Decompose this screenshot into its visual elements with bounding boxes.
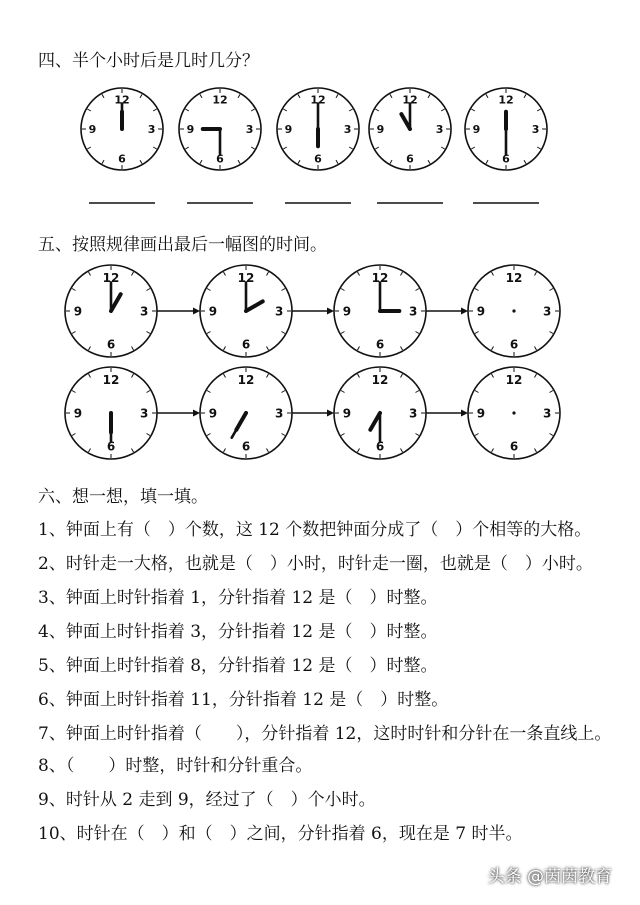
s5-row1-arrowhead-3 xyxy=(461,308,468,315)
s5-row1-clock-1-numeral-9: 9 xyxy=(73,304,83,319)
s5-row1-clock-2-tick xyxy=(282,289,285,291)
s5-row2-clock-2-tick xyxy=(267,374,269,377)
s4-clock-4-numeral-9: 9 xyxy=(376,122,385,136)
s5-row2-clock-2-tick xyxy=(267,449,269,452)
s5-row1-clock-4-numeral-3: 3 xyxy=(542,304,552,319)
s4-clock-2-tick xyxy=(251,109,254,111)
s5-row2-clock-4-tick xyxy=(535,374,537,377)
s5-row2-clock-4-tick xyxy=(475,391,478,393)
s4-clock-5-tick xyxy=(486,160,488,163)
s5-row2-clock-1-tick xyxy=(72,391,75,393)
s5-row2-clock-2-numeral-6: 6 xyxy=(241,439,251,454)
s5-row1-clock-4-center xyxy=(512,309,515,312)
question-4: 4、钟面上时针指着 3，分针指着 12 是（ ）时整。 xyxy=(38,622,438,642)
s5-row2-clock-3-tick xyxy=(358,374,360,377)
s5-row2-clock-2-numeral-9: 9 xyxy=(208,406,218,421)
s4-clock-5-tick xyxy=(537,147,540,149)
s5-row2-clock-3-hour-hand xyxy=(370,413,380,430)
s4-clock-4-tick xyxy=(390,94,392,97)
s4-clock-4-tick xyxy=(441,109,444,111)
question-8: 8、（ ）时整，时针和分针重合。 xyxy=(38,756,313,776)
s5-row1-clock-1-tick xyxy=(89,272,91,275)
s5-row1-clock-2-numeral-3: 3 xyxy=(274,304,284,319)
s4-clock-5-tick xyxy=(537,109,540,111)
s5-row2-arrowhead-3 xyxy=(461,410,468,417)
s5-row2-clock-1-numeral-9: 9 xyxy=(73,406,83,421)
section5-heading: 五、按照规律画出最后一幅图的时间。 xyxy=(38,235,327,255)
s4-clock-4-tick xyxy=(428,160,430,163)
s5-row1-clock-4-tick xyxy=(475,289,478,291)
s4-clock-2-tick xyxy=(251,147,254,149)
s4-clock-2-numeral-3: 3 xyxy=(245,122,254,136)
question-10: 10、时针在（ ）和（ ）之间，分针指着 6，现在是 7 时半。 xyxy=(38,824,523,844)
s5-row2-clock-3-tick xyxy=(341,391,344,393)
s4-clock-5-numeral-9: 9 xyxy=(472,122,481,136)
s4-clock-2-tick xyxy=(200,160,202,163)
s4-clock-5-numeral-6: 6 xyxy=(502,152,510,166)
s5-row1-clock-4-tick xyxy=(475,332,478,334)
s4-clock-1-tick xyxy=(87,147,90,149)
s4-clock-4-numeral-12: 12 xyxy=(402,93,418,107)
s5-row2-clock-1-numeral-3: 3 xyxy=(139,406,149,421)
s4-clock-2-tick xyxy=(238,94,240,97)
s5-row2-clock-2-tick xyxy=(282,434,285,436)
s5-row2-clock-3-tick xyxy=(341,434,344,436)
s5-row1-clock-4-tick xyxy=(550,289,553,291)
s5-row2-clock-2-tick xyxy=(207,434,210,436)
s5-row2-clock-4-tick xyxy=(550,434,553,436)
s4-clock-5-tick xyxy=(486,94,488,97)
s5-row1-clock-3-tick xyxy=(341,289,344,291)
s5-row2-clock-1-tick xyxy=(72,434,75,436)
s4-clock-3-tick xyxy=(349,147,352,149)
s5-row1-clock-3-tick xyxy=(358,347,360,350)
s5-row2-clock-3-numeral-9: 9 xyxy=(342,406,352,421)
s5-row1-clock-3-tick xyxy=(358,272,360,275)
s5-row2-clock-3-tick xyxy=(416,434,419,436)
s4-clock-4-numeral-6: 6 xyxy=(406,152,414,166)
s5-row1-clock-3-tick xyxy=(341,332,344,334)
s4-clock-5-numeral-3: 3 xyxy=(531,122,540,136)
s5-row1-clock-1-numeral-3: 3 xyxy=(139,304,149,319)
s5-row1-clock-2-hour-hand xyxy=(246,301,263,311)
s5-row2-clock-1-tick xyxy=(132,449,134,452)
s4-clock-1-tick xyxy=(140,160,142,163)
s5-row2-clock-1-tick xyxy=(132,374,134,377)
s5-row2-clock-4-numeral-9: 9 xyxy=(476,406,486,421)
s4-clock-3-tick xyxy=(336,94,338,97)
s5-row1-clock-3-numeral-12: 12 xyxy=(371,271,389,286)
s5-row2-clock-4-numeral-3: 3 xyxy=(542,406,552,421)
question-6: 6、钟面上时针指着 11，分针指着 12 是（ ）时整。 xyxy=(38,690,449,710)
s5-row1-clock-4-tick xyxy=(550,332,553,334)
s5-row1-clock-2-tick xyxy=(267,347,269,350)
s4-clock-3-numeral-6: 6 xyxy=(314,152,322,166)
s4-clock-3-tick xyxy=(349,109,352,111)
s4-clock-4-tick xyxy=(441,147,444,149)
s5-row2-clock-2-numeral-12: 12 xyxy=(237,373,255,388)
s5-row2-clock-4-numeral-6: 6 xyxy=(509,439,519,454)
question-1: 1、钟面上有（ ）个数，这 12 个数把钟面分成了（ ）个相等的大格。 xyxy=(38,520,592,540)
s5-row1-clock-3-tick xyxy=(401,272,403,275)
question-5: 5、钟面上时针指着 8，分针指着 12 是（ ）时整。 xyxy=(38,656,438,676)
s4-clock-3-tick xyxy=(336,160,338,163)
s5-row2-clock-1-numeral-6: 6 xyxy=(106,439,116,454)
s4-clock-2-tick xyxy=(238,160,240,163)
s4-clock-5-tick xyxy=(524,160,526,163)
s4-clock-4-numeral-3: 3 xyxy=(435,122,444,136)
s4-clock-5-numeral-12: 12 xyxy=(498,93,514,107)
s4-clock-5-tick xyxy=(524,94,526,97)
s5-row2-clock-2-minute-hand xyxy=(232,413,246,438)
s5-row1-clock-2-tick xyxy=(282,332,285,334)
s5-row1-clock-3-numeral-6: 6 xyxy=(375,337,385,352)
s5-row2-clock-3-tick xyxy=(358,449,360,452)
s4-clock-3-tick xyxy=(283,109,286,111)
s4-clock-2-numeral-9: 9 xyxy=(186,122,195,136)
s5-row1-clock-1-tick xyxy=(132,347,134,350)
s5-row1-clock-4-numeral-12: 12 xyxy=(505,271,523,286)
s4-clock-3-tick xyxy=(283,147,286,149)
s5-row2-clock-3-tick xyxy=(401,449,403,452)
s4-clock-2-tick xyxy=(185,147,188,149)
s5-row1-clock-1-tick xyxy=(72,332,75,334)
s5-row1-clock-1-tick xyxy=(147,332,150,334)
s5-row2-clock-4-center xyxy=(512,411,515,414)
s4-clock-1-numeral-12: 12 xyxy=(114,93,130,107)
s5-row2-clock-1-tick xyxy=(89,449,91,452)
question-2: 2、时针走一大格，也就是（ ）小时，时针走一圈，也就是（ ）小时。 xyxy=(38,554,593,574)
s5-row1-clock-2-tick xyxy=(224,347,226,350)
s5-row2-arrowhead-2 xyxy=(327,410,334,417)
s5-row2-clock-1-tick xyxy=(147,434,150,436)
s5-row2-clock-3-numeral-12: 12 xyxy=(371,373,389,388)
s5-row1-clock-4-numeral-9: 9 xyxy=(476,304,486,319)
s4-clock-3-tick xyxy=(298,160,300,163)
s4-clock-5-tick xyxy=(471,109,474,111)
question-9: 9、时针从 2 走到 9，经过了（ ）个小时。 xyxy=(38,790,376,810)
s4-clock-1-numeral-9: 9 xyxy=(88,122,97,136)
s5-row2-clock-3-tick xyxy=(416,391,419,393)
s5-row2-clock-2-tick xyxy=(207,391,210,393)
s5-row1-clock-2-numeral-9: 9 xyxy=(208,304,218,319)
s4-clock-2-numeral-12: 12 xyxy=(212,93,228,107)
s5-row1-clock-2-tick xyxy=(207,332,210,334)
s5-row1-arrowhead-2 xyxy=(327,308,334,315)
s5-row1-clock-2-tick xyxy=(267,272,269,275)
s5-row2-clock-3-numeral-6: 6 xyxy=(375,439,385,454)
s4-clock-2-numeral-6: 6 xyxy=(216,152,224,166)
section6-heading: 六、想一想，填一填。 xyxy=(38,487,208,507)
s5-row1-clock-1-hour-hand xyxy=(111,294,121,311)
s5-row2-clock-4-tick xyxy=(475,434,478,436)
s4-clock-3-tick xyxy=(298,94,300,97)
s4-clock-2-tick xyxy=(185,109,188,111)
s5-row2-clock-1-tick xyxy=(89,374,91,377)
s4-clock-1-tick xyxy=(153,109,156,111)
s5-row2-clock-4-tick xyxy=(492,449,494,452)
s5-row1-clock-1-tick xyxy=(147,289,150,291)
s4-clock-1-tick xyxy=(102,94,104,97)
section4-heading: 四、半个小时后是几时几分？ xyxy=(38,51,259,71)
s4-clock-3-numeral-12: 12 xyxy=(310,93,326,107)
s5-row2-clock-1-numeral-12: 12 xyxy=(102,373,120,388)
s5-row1-clock-4-tick xyxy=(492,347,494,350)
s4-clock-1-tick xyxy=(102,160,104,163)
s4-clock-3-numeral-9: 9 xyxy=(284,122,293,136)
s5-row1-clock-1-numeral-6: 6 xyxy=(106,337,116,352)
s5-row1-clock-1-numeral-12: 12 xyxy=(102,271,120,286)
watermark: 头条 @茵茵教育 xyxy=(487,867,612,887)
s5-row1-clock-2-numeral-12: 12 xyxy=(237,271,255,286)
s4-clock-4-tick xyxy=(375,109,378,111)
s5-row1-clock-3-tick xyxy=(416,289,419,291)
s5-row1-clock-3-tick xyxy=(401,347,403,350)
s4-clock-1-tick xyxy=(153,147,156,149)
s4-clock-1-tick xyxy=(87,109,90,111)
s5-row2-clock-3-tick xyxy=(401,374,403,377)
s4-clock-5-tick xyxy=(471,147,474,149)
s4-clock-4-tick xyxy=(390,160,392,163)
s5-row2-clock-4-tick xyxy=(492,374,494,377)
s5-row1-clock-1-tick xyxy=(132,272,134,275)
s5-row2-clock-3-numeral-3: 3 xyxy=(408,406,418,421)
s5-row2-clock-4-numeral-12: 12 xyxy=(505,373,523,388)
s5-row2-clock-4-tick xyxy=(550,391,553,393)
s4-clock-2-tick xyxy=(200,94,202,97)
s4-clock-1-tick xyxy=(140,94,142,97)
s5-row2-clock-4-tick xyxy=(535,449,537,452)
s5-row1-clock-2-tick xyxy=(207,289,210,291)
s5-row1-clock-2-tick xyxy=(224,272,226,275)
s5-row1-clock-3-numeral-9: 9 xyxy=(342,304,352,319)
s5-row2-clock-1-tick xyxy=(147,391,150,393)
s4-clock-4-tick xyxy=(428,94,430,97)
question-7: 7、钟面上时针指着（ ），分针指着 12，这时时针和分针在一条直线上。 xyxy=(38,724,612,744)
s4-clock-4-tick xyxy=(375,147,378,149)
s5-row1-clock-2-numeral-6: 6 xyxy=(241,337,251,352)
s5-row1-clock-3-tick xyxy=(416,332,419,334)
s4-clock-1-numeral-6: 6 xyxy=(118,152,126,166)
s4-clock-3-numeral-3: 3 xyxy=(343,122,352,136)
s5-row1-clock-4-tick xyxy=(492,272,494,275)
s5-row1-clock-3-numeral-3: 3 xyxy=(408,304,418,319)
question-3: 3、钟面上时针指着 1，分针指着 12 是（ ）时整。 xyxy=(38,588,438,608)
s5-row1-arrowhead-1 xyxy=(193,308,200,315)
s5-row1-clock-1-tick xyxy=(89,347,91,350)
s5-row1-clock-1-tick xyxy=(72,289,75,291)
s5-row2-clock-2-tick xyxy=(224,449,226,452)
s5-row2-arrowhead-1 xyxy=(193,410,200,417)
s5-row2-clock-2-numeral-3: 3 xyxy=(274,406,284,421)
s5-row1-clock-4-tick xyxy=(535,347,537,350)
s5-row1-clock-4-numeral-6: 6 xyxy=(509,337,519,352)
s4-clock-1-numeral-3: 3 xyxy=(147,122,156,136)
s5-row2-clock-2-tick xyxy=(224,374,226,377)
s5-row1-clock-4-tick xyxy=(535,272,537,275)
s5-row2-clock-2-tick xyxy=(282,391,285,393)
